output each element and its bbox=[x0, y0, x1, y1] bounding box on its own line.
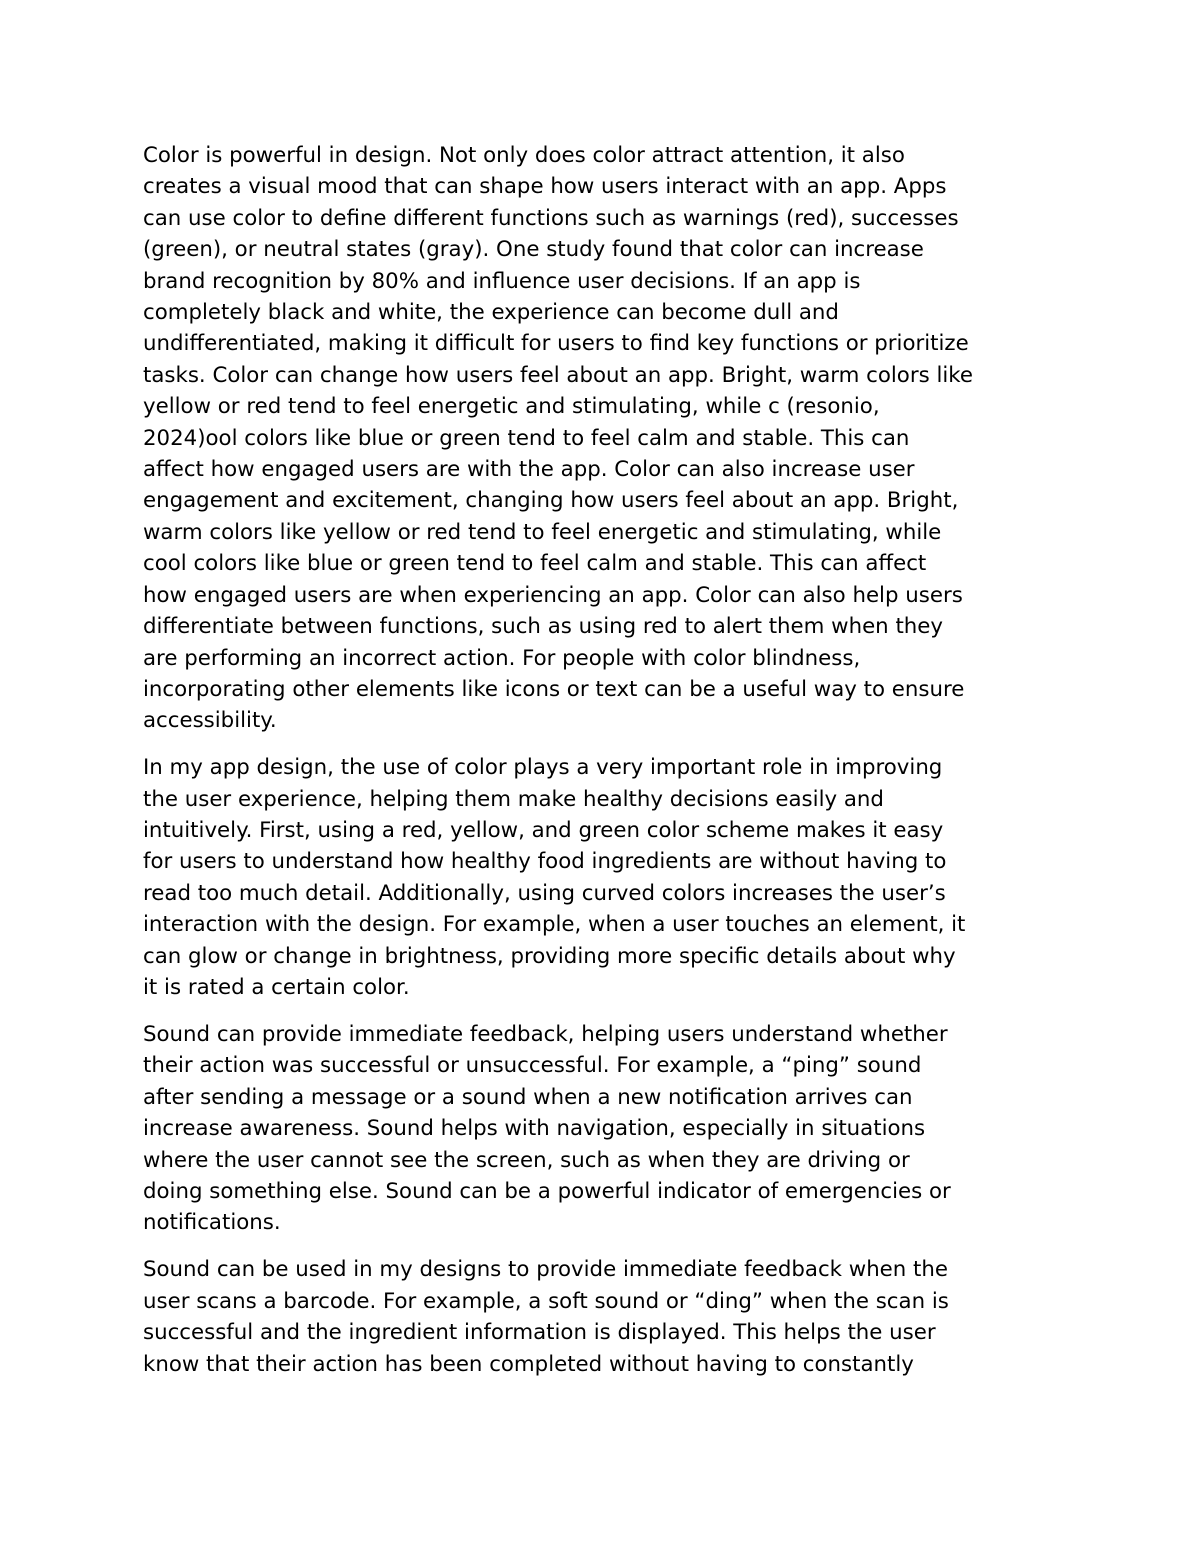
text-line: completely black and white, the experience can become dull and bbox=[143, 300, 839, 326]
text-line: can use color to define different functions such as warnings (red), successes bbox=[143, 205, 959, 231]
text-line: yellow or red tend to feel energetic and stimulating, while c (resonio, bbox=[143, 394, 880, 420]
text-line: 2024)ool colors like blue or green tend to feel calm and stable. This can bbox=[143, 425, 910, 451]
text-line: incorporating other elements like icons or text can be a useful way to ensure bbox=[143, 676, 965, 702]
text-line: engagement and excitement, changing how users feel about an app. Bright, bbox=[143, 488, 959, 514]
text-line: warm colors like yellow or red tend to feel energetic and stimulating, while bbox=[143, 519, 942, 545]
text-line: doing something else. Sound can be a powerful indicator of emergencies or bbox=[143, 1179, 951, 1204]
text-line: after sending a message or a sound when a new notification arrives can bbox=[143, 1084, 913, 1110]
text-line: intuitively. First, using a red, yellow, and green color scheme makes it easy bbox=[143, 818, 944, 844]
text-line: are performing an incorrect action. For people with color blindness, bbox=[143, 645, 861, 671]
text-line: brand recognition by 80% and influence user decisions. If an app is bbox=[143, 268, 861, 294]
text-line: Color is powerful in design. Not only does color attract attention, it also bbox=[143, 143, 905, 168]
text-line: In my app design, the use of color plays a very important role in improving bbox=[143, 755, 943, 781]
paragraph-color-app-design bbox=[143, 752, 1068, 1003]
text-line: (green), or neutral states (gray). One study found that color can increase bbox=[143, 237, 924, 263]
text-line: how engaged users are when experiencing an app. Color can also help users bbox=[143, 582, 963, 608]
text-line: increase awareness. Sound helps with navigation, especially in situations bbox=[143, 1116, 926, 1142]
document-body bbox=[143, 140, 1068, 1395]
text-line: accessibility. bbox=[143, 708, 277, 734]
text-line: read too much detail. Additionally, using curved colors increases the user’s bbox=[143, 880, 946, 906]
text-line: for users to understand how healthy food ingredients are without having to bbox=[143, 849, 947, 875]
text-line: where the user cannot see the screen, such as when they are driving or bbox=[143, 1147, 910, 1173]
text-line: Sound can provide immediate feedback, helping users understand whether bbox=[143, 1021, 948, 1047]
text-line: cool colors like blue or green tend to feel calm and stable. This can affect bbox=[143, 551, 927, 577]
text-line: know that their action has been completed without having to constantly bbox=[143, 1351, 914, 1377]
text-line: their action was successful or unsuccessful. For example, a “ping” sound bbox=[143, 1053, 922, 1079]
paragraph-sound-overview bbox=[143, 1019, 1068, 1239]
text-line: interaction with the design. For example, when a user touches an element, it bbox=[143, 912, 966, 938]
text-line: can glow or change in brightness, providing more specific details about why bbox=[143, 943, 956, 969]
text-line: notifications. bbox=[143, 1210, 281, 1236]
paragraph-color-overview bbox=[143, 140, 1068, 737]
text-line: tasks. Color can change how users feel about an app. Bright, warm colors like bbox=[143, 362, 973, 388]
text-line: creates a visual mood that can shape how users interact with an app. Apps bbox=[143, 174, 947, 200]
paragraph-sound-app-design bbox=[143, 1254, 1068, 1380]
text-line: successful and the ingredient information is displayed. This helps the user bbox=[143, 1320, 936, 1346]
text-line: differentiate between functions, such as using red to alert them when they bbox=[143, 614, 943, 640]
text-line: Sound can be used in my designs to provide immediate feedback when the bbox=[143, 1257, 949, 1283]
text-line: affect how engaged users are with the app. Color can also increase user bbox=[143, 457, 915, 483]
text-line: the user experience, helping them make healthy decisions easily and bbox=[143, 786, 884, 812]
text-line: user scans a barcode. For example, a soft sound or “ding” when the scan is bbox=[143, 1288, 949, 1314]
text-line: undifferentiated, making it difficult for users to find key functions or prioritize bbox=[143, 331, 969, 357]
text-line: it is rated a certain color. bbox=[143, 975, 410, 1001]
